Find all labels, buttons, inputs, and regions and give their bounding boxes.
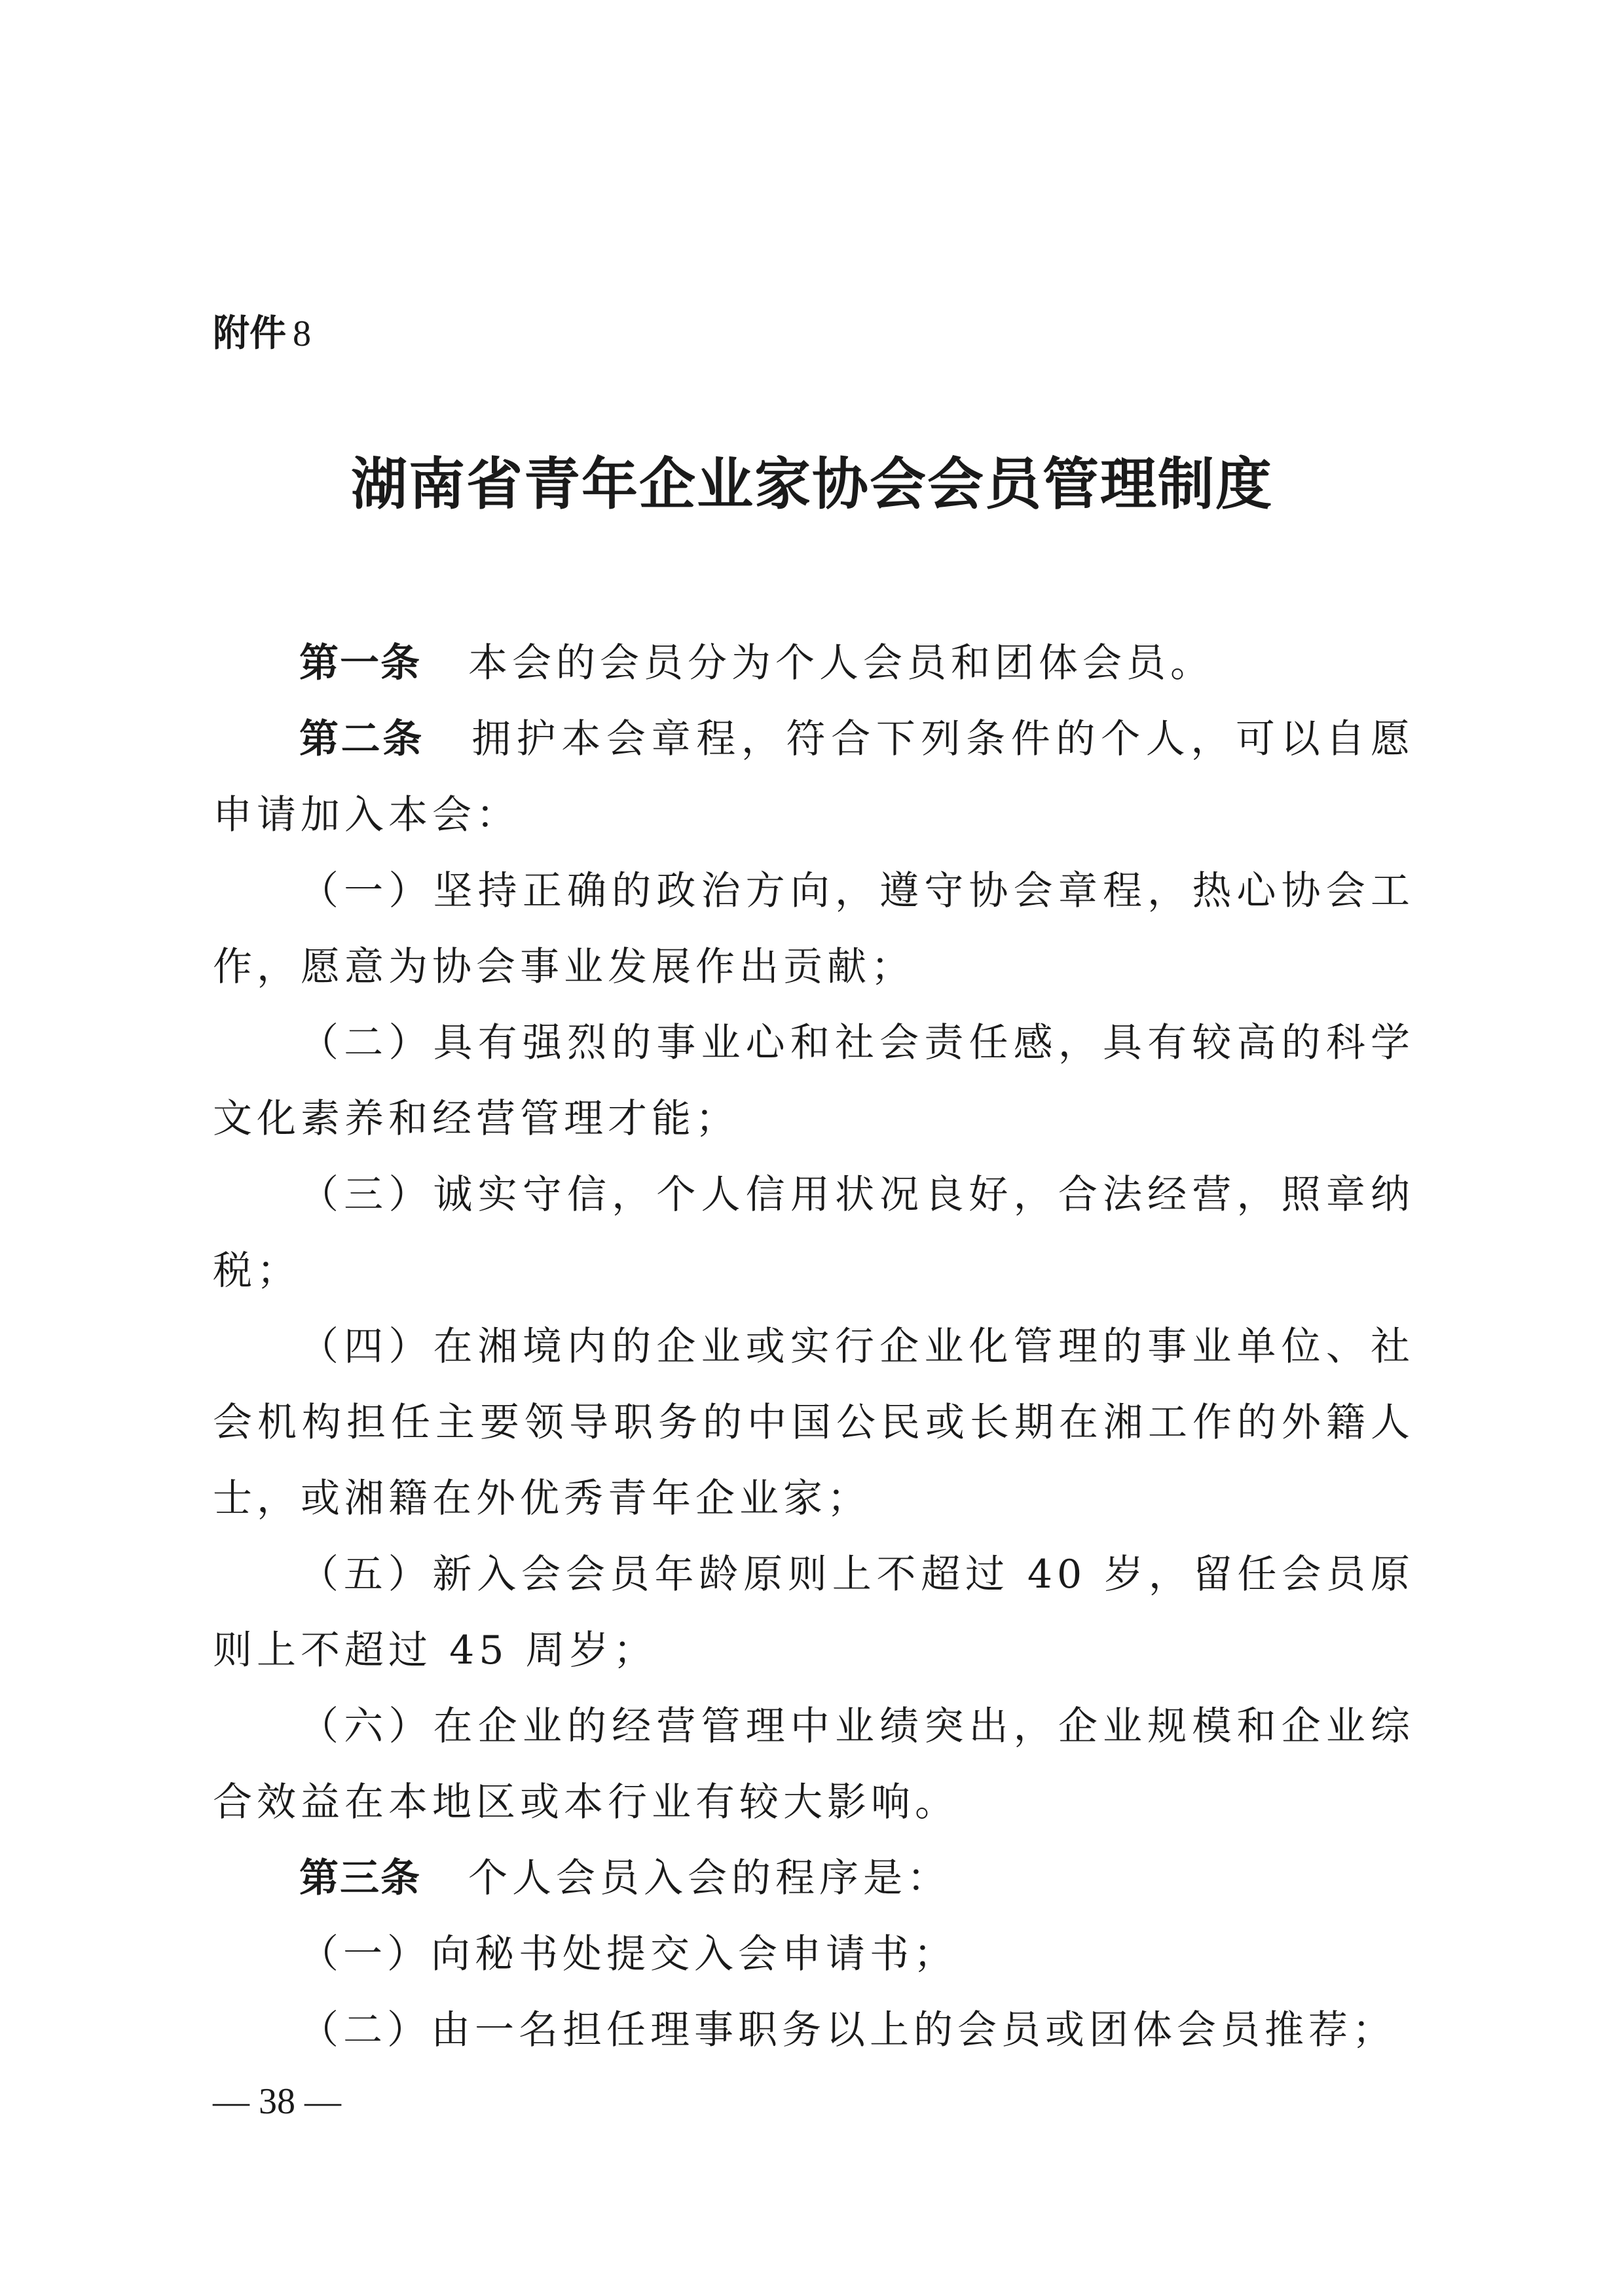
attachment-number: 8 <box>293 314 311 354</box>
paragraph-item <box>213 1537 1414 1688</box>
document-body <box>213 625 1414 2068</box>
paragraph-article-1 <box>213 625 1414 701</box>
article-heading: 第三条 <box>299 1855 421 1901</box>
article-heading: 第二条 <box>299 716 424 762</box>
paragraph-text: （六）在企业的经营管理中业绩突出，企业规模和企业综合效益在本地区或本行业有较大影响。 <box>213 1704 1414 1825</box>
paragraph-text: （四）在湘境内的企业或实行企业化管理的事业单位、社会机构担任主要领导职务的中国公民或长期在湘工作的外籍人士，或湘籍在外优秀青年企业家； <box>213 1324 1414 1522</box>
paragraph-item <box>213 1916 1414 1992</box>
attachment-label <box>213 308 311 360</box>
paragraph-text: 本会的会员分为个人会员和团体会员。 <box>468 640 1214 686</box>
paragraph-text: （二）由一名担任理事职务以上的会员或团体会员推荐； <box>299 2007 1396 2053</box>
paragraph-text: （一）坚持正确的政治方向，遵守协会章程，热心协会工作，愿意为协会事业发展作出贡献； <box>213 868 1414 990</box>
paragraph-text: （五）新入会会员年龄原则上不超过 40 岁，留任会员原则上不超过 45 周岁； <box>213 1552 1414 1673</box>
page-number: — 38 — <box>213 2081 341 2122</box>
attachment-label-text: 附件 <box>213 312 286 355</box>
paragraph-article-3 <box>213 1840 1414 1916</box>
paragraph-text: （三）诚实守信，个人信用状况良好，合法经营，照章纳税； <box>213 1172 1414 1294</box>
paragraph-item <box>213 1309 1414 1537</box>
paragraph-article-2 <box>213 701 1414 853</box>
paragraph-item <box>213 1157 1414 1309</box>
paragraph-item <box>213 1992 1414 2068</box>
document-title: 湖南省青年企业家协会会员管理制度 <box>351 451 1273 517</box>
paragraph-item <box>213 1688 1414 1840</box>
article-heading: 第一条 <box>299 640 421 686</box>
paragraph-item <box>213 1005 1414 1157</box>
paragraph-text: 个人会员入会的程序是： <box>468 1855 951 1901</box>
paragraph-item <box>213 853 1414 1005</box>
paragraph-text: 拥护本会章程，符合下列条件的个人，可以自愿申请加入本会： <box>213 716 1415 838</box>
paragraph-text: （二）具有强烈的事业心和社会责任感，具有较高的科学文化素养和经营管理才能； <box>213 1020 1414 1142</box>
paragraph-text: （一）向秘书处提交入会申请书； <box>299 1931 957 1977</box>
